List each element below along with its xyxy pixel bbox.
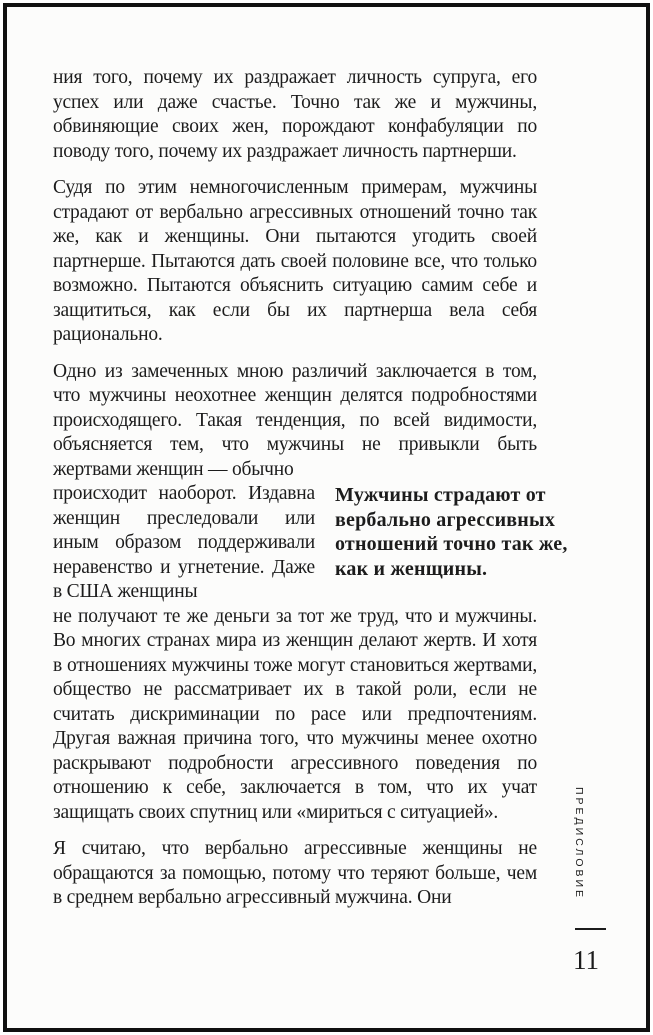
- paragraph-2: Судя по этим немногочисленным примерам, мужчины страдают от вербально агрессивных отношений точно так же, как и женщины. Они пытаются угодить своей партнерше. Пытаются дать своей половине все, что только возможно. Пытаются объяснить ситуацию самим себе и защититься, как если бы их партнерша вела себя рационально.: [53, 177, 537, 345]
- chapter-label-vertical: ПРЕДИСЛОВИЕ: [573, 787, 585, 901]
- paragraph-4: Я считаю, что вербально агрессивные женщины не обращаются за помощью, потому что теряют больше, чем в среднем вербально агрессивный мужчина. Они: [53, 838, 537, 908]
- page-frame: [3, 3, 650, 1032]
- paragraph-3-tail: не получают те же деньги за тот же труд, что и мужчины. Во многих странах мира из женщин делают жертв. И хотя в отношениях мужчины тоже могут становиться жертвами, общество не рассматривает их в такой роли, если не считать дискриминации по расе или предпочтениям. Другая важная причина того, что мужчины менее охотно раскрывают подробности агрессивного поведения по отношению к себе, заключается в том, что их учат защищать своих спутниц или «мириться с ситуацией».: [53, 605, 537, 823]
- pull-quote-row: [53, 482, 571, 605]
- paragraph-3-wrapped-text: происходит наоборот. Издавна женщин преследовали или иным образом поддерживали неравенство и угнетение. Даже в США женщины: [53, 483, 315, 602]
- text-column: [53, 66, 568, 923]
- page-number: 11: [573, 945, 599, 975]
- footer-rule: [575, 928, 606, 930]
- paragraph-3-lead: Одно из замеченных мною различий заключается в том, что мужчины неохотнее женщин делятся подробностями происходящего. Такая тенденция, по всей видимости, объясняется тем, что мужчины не привыкли быть жертвами женщин — обычно: [53, 360, 537, 480]
- paragraph-1: ния того, почему их раздражает личность супруга, его успех или даже счастье. Точно так же и мужчины, обвиняющие своих жен, порождают конфабуляции по поводу того, почему их раздражает личность партнерши.: [53, 67, 537, 162]
- pull-quote: Мужчины страдают от вербально агрессивных отношений точно так же, как и женщины.: [335, 484, 568, 580]
